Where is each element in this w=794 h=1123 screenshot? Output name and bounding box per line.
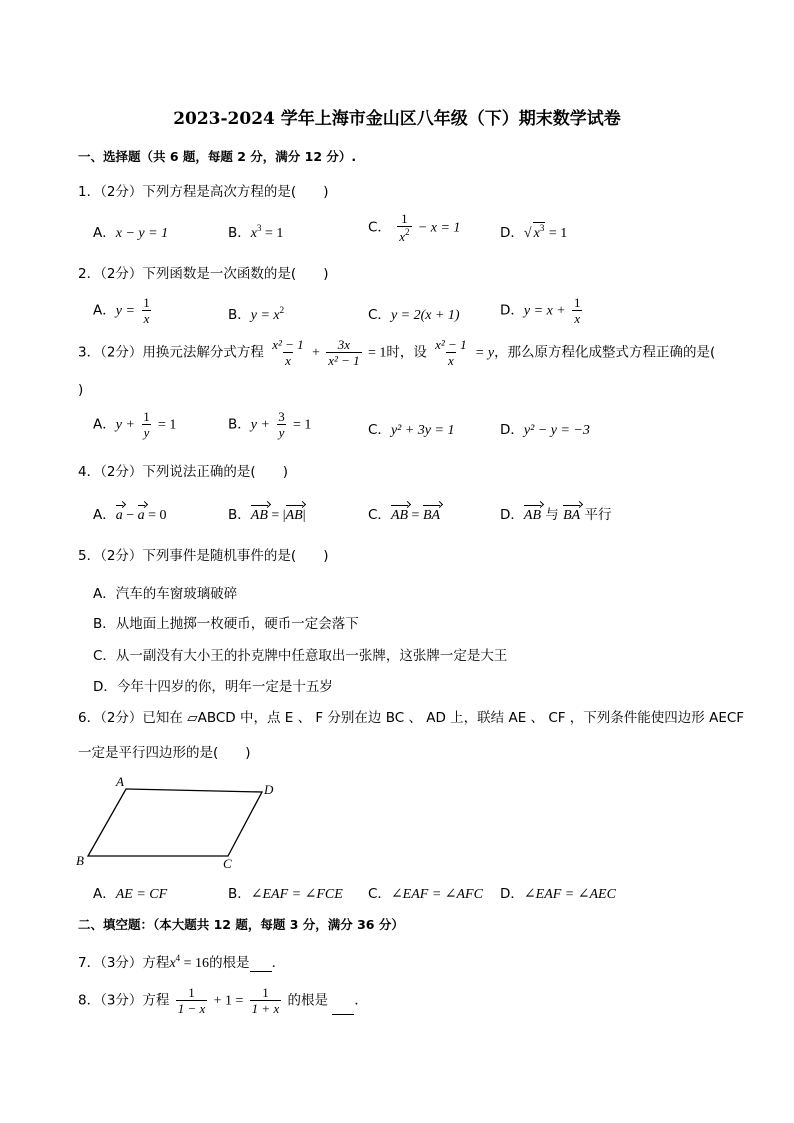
q2-option-a: A．y = $\frac{1}{x}$ bbox=[93, 295, 150, 326]
q6-option-c: C．∠EAF = ∠AFC bbox=[368, 886, 483, 902]
question-8: 8．（3分）方程 $\frac{1}{1 - x}$ + 1 = $\frac{1}{1 + x}$ 的根是 ． bbox=[78, 985, 368, 1016]
question-7: 7．（3分）方程$x^4 = 16$的根是 ． bbox=[78, 953, 286, 971]
q1-option-a: A．x − y = 1 bbox=[93, 225, 169, 241]
q2-option-b: B．$y = x^2$ bbox=[228, 305, 285, 323]
vertex-label-d: D bbox=[264, 782, 274, 797]
question-4-stem: 4．（2分）下列说法正确的是( ) bbox=[78, 464, 288, 480]
question-6-stem: 6．（2分）已知在 ▱ABCD 中，点 E 、 F 分别在边 BC 、 AD 上，联结 AE 、 CF ，下列条件能使四边形 AECF bbox=[78, 710, 745, 726]
q3-option-b: B．y + $\frac{3}{y}$ = 1 bbox=[228, 409, 312, 440]
parallelogram-figure bbox=[70, 772, 290, 872]
question-5-stem: 5．（2分）下列事件是随机事件的是( ) bbox=[78, 548, 329, 564]
answer-blank[interactable] bbox=[250, 959, 272, 972]
answer-blank[interactable] bbox=[332, 1002, 354, 1015]
question-3-stem: 3．（2分）用换元法解分式方程 $\frac{\text{x² − 1}}{x}$ + $\frac{3x}{\text{x² − 1}}$ = 1时，设 $\frac{\text{x² − 1}}{x}$ = y，那么原方程化成整式方程正确的是( bbox=[78, 337, 716, 368]
q6-option-a: A．AE = CF bbox=[93, 886, 168, 902]
q2-option-c: C．y = 2(x + 1) bbox=[368, 307, 460, 323]
q4-option-a: A．a − a = 0 bbox=[93, 507, 167, 523]
q1-option-c: C． $\frac{1}{x^2}$ − x = 1 bbox=[368, 211, 461, 244]
q5-option-b: B．从地面上抛掷一枚硬币，硬币一定会落下 bbox=[93, 616, 359, 632]
q4-option-b: B．AB = |AB| bbox=[228, 507, 306, 523]
q1-option-b: B．$x^3 = 1$ bbox=[228, 223, 284, 241]
q6-option-d: D．∠EAF = ∠AEC bbox=[500, 886, 616, 902]
section-1-heading: 一、选择题（共 6 题，每题 2 分，满分 12 分）. bbox=[78, 149, 357, 164]
q4-option-d: D．AB 与 BA 平行 bbox=[500, 507, 612, 523]
page-title: 2023-2024 学年上海市金山区八年级（下）期末数学试卷 bbox=[173, 109, 621, 129]
q3-option-a: A．y + $\frac{1}{y}$ = 1 bbox=[93, 409, 177, 440]
q1-option-d: D．√ $x^3 = 1$ bbox=[500, 223, 568, 241]
q5-option-c: C．从一副没有大小王的扑克牌中任意取出一张牌，这张牌一定是大王 bbox=[93, 648, 508, 664]
question-6-stem-line2: 一定是平行四边形的是( ) bbox=[78, 745, 251, 761]
question-3-stem-line2: ) bbox=[78, 382, 84, 398]
q2-option-d: D．y = x + $\frac{1}{x}$ bbox=[500, 295, 581, 326]
vertex-label-a: A bbox=[116, 774, 124, 789]
q3-option-c: C．y² + 3y = 1 bbox=[368, 422, 455, 438]
section-2-heading: 二、填空题：（本大题共 12 题，每题 3 分，满分 36 分） bbox=[78, 917, 404, 932]
question-2-stem: 2．（2分）下列函数是一次函数的是( ) bbox=[78, 266, 329, 282]
q4-option-c: C．AB = BA bbox=[368, 507, 441, 523]
question-1-stem: 1．（2分）下列方程是高次方程的是( ) bbox=[78, 184, 329, 200]
q5-option-a: A．汽车的车窗玻璃破碎 bbox=[93, 586, 238, 602]
q5-option-d: D．今年十四岁的你，明年一定是十五岁 bbox=[93, 679, 333, 695]
vertex-label-c: C bbox=[223, 856, 232, 871]
parallelogram-abcd bbox=[88, 789, 262, 856]
q3-option-d: D．y² − y = −3 bbox=[500, 422, 590, 438]
q6-option-b: B．∠EAF = ∠FCE bbox=[228, 886, 343, 902]
vertex-label-b: B bbox=[76, 853, 84, 868]
